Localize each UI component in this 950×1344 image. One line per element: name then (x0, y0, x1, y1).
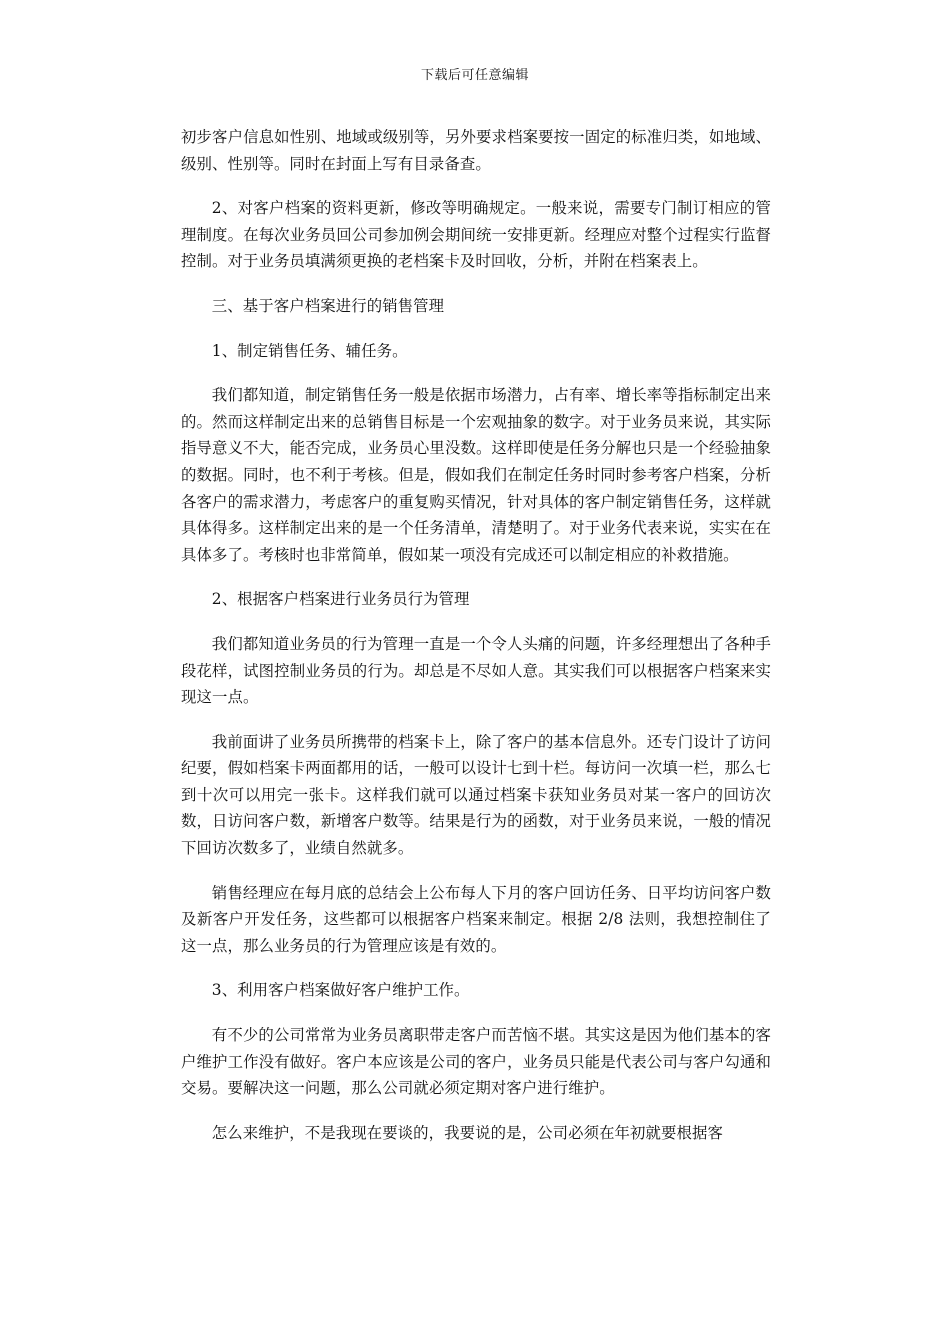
paragraph: 怎么来维护，不是我现在要谈的，我要说的是，公司必须在年初就要根据客 (211, 1123, 723, 1142)
section-heading: 三、基于客户档案进行的销售管理 (211, 296, 445, 315)
paragraph: 我们都知道，制定销售任务一般是依据市场潜力，占有率、增长率等指标制定出来的。然而这样制定出来的总销售目标是一个宏观抽象的数字。对于业务员来说，其实际指导意义不大，能否完成，业务员心里没数。这样即使是任务分解也只是一个经验抽象的数据。同时，也不利于考核。但是，假如我们在制定任务时同时参考客户档案，分析各客户的需求潜力，考虑客户的重复购买情况，针对具体的客户制定销售任务，这样就具体得多。这样制定出来的是一个任务清单，清楚明了。对于业务代表来说，实实在在具体多了。考核时也非常简单，假如某一项没有完成还可以制定相应的补救措施。 (181, 386, 771, 564)
subsection-heading: 1、制定销售任务、辅任务。 (211, 341, 408, 360)
paragraph: 销售经理应在每月底的总结会上公布每人下月的客户回访任务、日平均访问客户数及新客户开发任务，这些都可以根据客户档案来制定。根据 2/8 法则，我想控制住了这一点，那么业务员的行为管理应该是有效的。 (181, 883, 771, 955)
subsection-heading: 3、利用客户档案做好客户维护工作。 (211, 981, 470, 1000)
paragraph: 2、对客户档案的资料更新，修改等明确规定。一般来说，需要专门制订相应的管理制度。在每次业务员回公司参加例会期间统一安排更新。经理应对整个过程实行监督控制。对于业务员填满须更换的老档案卡及时回收，分析，并附在档案表上。 (181, 199, 771, 271)
document-body (181, 124, 771, 1164)
paragraph: 我前面讲了业务员所携带的档案卡上，除了客户的基本信息外。还专门设计了访问纪要，假如档案卡两面都用的话，一般可以设计七到十栏。每访问一次填一栏，那么七到十次可以用完一张卡。这样我们就可以通过档案卡获知业务员对某一客户的回访次数，日访问客户数，新增客户数等。结果是行为的函数，对于业务员来说，一般的情况下回访次数多了，业绩自然就多。 (181, 732, 771, 858)
paragraph: 我们都知道业务员的行为管理一直是一个令人头痛的问题，许多经理想出了各种手段花样，试图控制业务员的行为。却总是不尽如人意。其实我们可以根据客户档案来实现这一点。 (181, 634, 771, 707)
subsection-heading: 2、根据客户档案进行业务员行为管理 (211, 590, 470, 609)
page-header: 下载后可任意编辑 (420, 68, 529, 83)
paragraph: 初步客户信息如性别、地域或级别等，另外要求档案要按一固定的标准归类，如地域、级别、性别等。同时在封面上写有目录备查。 (181, 128, 771, 173)
paragraph: 有不少的公司常常为业务员离职带走客户而苦恼不堪。其实这是因为他们基本的客户维护工作没有做好。客户本应该是公司的客户，业务员只能是代表公司与客户勾通和交易。要解决这一问题，那么公司就必须定期对客户进行维护。 (181, 1026, 771, 1098)
